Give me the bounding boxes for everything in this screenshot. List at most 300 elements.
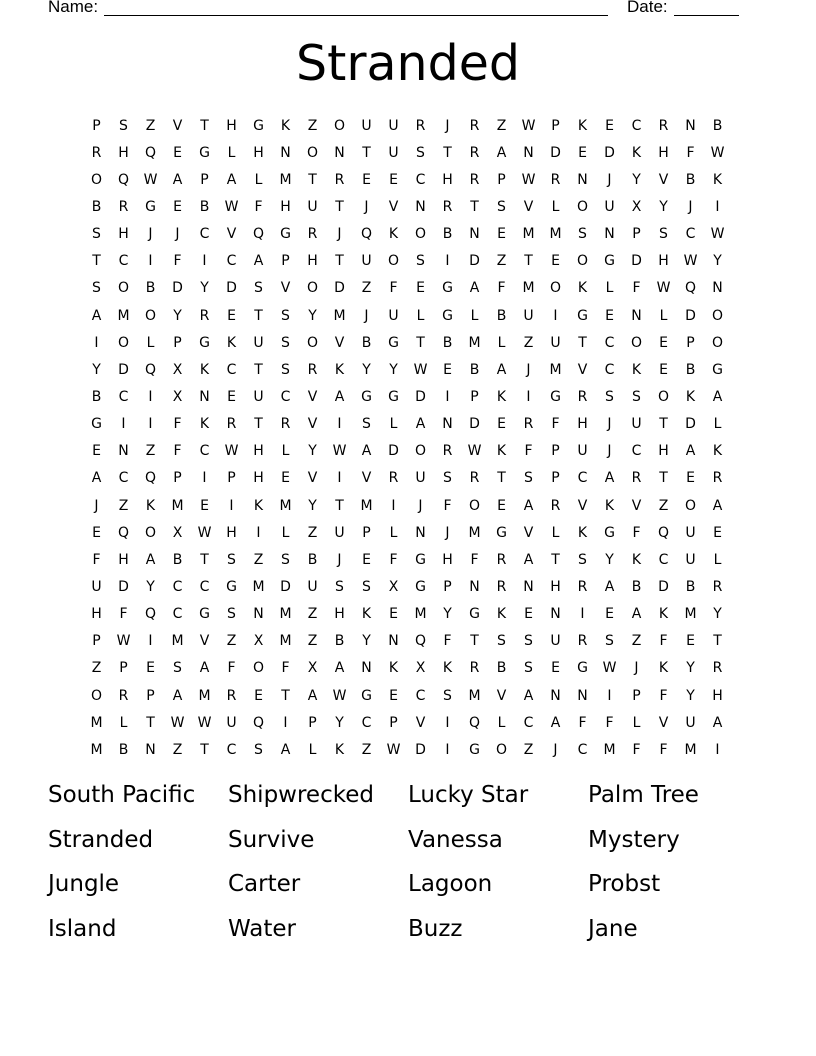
grid-letter: C [631,443,642,460]
grid-letter: O [306,280,319,297]
grid-letter: N [604,226,615,243]
grid-letter: S [254,280,263,297]
grid-letter: A [712,497,723,514]
grid-letter: C [118,470,129,487]
grid-letter: P [227,470,236,487]
grid-letter: P [92,117,101,134]
grid-letter: G [442,280,453,297]
grid-letter: B [685,171,696,188]
grid-letter: N [253,606,264,623]
grid-letter: L [281,524,290,541]
grid-letter: G [361,687,372,704]
grid-letter: U [388,117,399,134]
grid-letter: K [496,388,507,405]
grid-letter: K [577,524,588,541]
grid-letter: F [551,416,560,433]
grid-letter: I [229,497,234,514]
grid-letter: C [226,741,237,758]
grid-letter: A [334,660,345,677]
grid-letter: F [659,741,668,758]
grid-letter: B [334,633,345,650]
grid-letter: S [632,388,641,405]
grid-letter: M [279,497,292,514]
grid-letter: J [688,198,693,215]
grid-letter: T [200,551,209,568]
grid-letter: N [469,578,480,595]
grid-letter: O [144,524,157,541]
grid-letter: D [118,578,129,595]
grid-letter: T [335,198,344,215]
grid-letter: D [469,253,480,270]
grid-letter: S [281,361,290,378]
grid-letter: D [172,280,183,297]
word-list-item: Shipwrecked [228,782,374,808]
grid-letter: E [659,361,668,378]
grid-letter: N [550,687,561,704]
grid-letter: Q [684,280,697,297]
grid-letter: S [227,606,236,623]
grid-letter: A [496,361,507,378]
grid-letter: Q [657,524,670,541]
grid-letter: H [118,144,129,161]
grid-letter: T [308,171,317,188]
grid-letter: D [334,280,345,297]
grid-letter: U [388,144,399,161]
grid-letter: E [605,307,614,324]
grid-letter: L [713,416,722,433]
grid-letter: T [551,551,560,568]
grid-letter: D [685,416,696,433]
grid-letter: C [118,388,129,405]
grid-letter: L [632,714,641,731]
grid-letter: H [91,606,102,623]
grid-letter: U [226,714,237,731]
grid-letter: G [577,660,588,677]
grid-letter: L [227,144,236,161]
grid-letter: P [119,660,128,677]
grid-letter: Q [117,171,130,188]
grid-letter: A [523,551,534,568]
grid-letter: E [497,497,506,514]
grid-letter: T [92,253,101,270]
grid-letter: P [632,226,641,243]
grid-letter: N [631,307,642,324]
grid-letter: K [631,144,642,161]
grid-letter: I [202,253,207,270]
grid-letter: Q [144,606,157,623]
grid-letter: P [389,714,398,731]
grid-letter: Z [91,660,102,677]
grid-letter: V [658,714,669,731]
grid-letter: U [550,633,561,650]
grid-letter: Y [713,253,722,270]
grid-letter: N [442,416,453,433]
grid-letter: C [199,443,210,460]
word-list-item: Buzz [408,915,463,942]
grid-letter: W [224,443,239,460]
grid-letter: F [173,253,182,270]
grid-letter: W [602,660,617,677]
grid-letter: L [146,334,155,351]
grid-letter: O [549,280,562,297]
grid-letter: H [280,198,291,215]
grid-letter: U [604,198,615,215]
grid-letter: T [578,334,587,351]
grid-letter: O [468,497,481,514]
grid-letter: E [389,606,398,623]
grid-letter: A [172,171,183,188]
grid-letter: A [226,171,237,188]
grid-letter: K [685,388,696,405]
grid-letter: B [712,117,723,134]
grid-letter: C [199,226,210,243]
grid-letter: K [577,117,588,134]
grid-letter: R [712,470,723,487]
grid-letter: C [577,741,588,758]
header [48,0,748,21]
grid-letter: F [443,633,452,650]
grid-letter: A [415,416,426,433]
grid-letter: R [469,117,480,134]
grid-letter: O [117,280,130,297]
grid-letter: G [226,578,237,595]
grid-letter: M [90,714,103,731]
grid-letter: I [526,388,531,405]
date-blank-line [674,15,739,16]
grid-letter: L [389,416,398,433]
grid-letter: H [658,144,669,161]
grid-letter: S [524,633,533,650]
grid-letter: P [632,687,641,704]
grid-letter: I [553,307,558,324]
grid-letter: A [145,551,156,568]
grid-letter: Q [360,226,373,243]
grid-letter: K [631,361,642,378]
grid-letter: Q [144,144,157,161]
grid-letter: L [659,307,668,324]
grid-letter: Z [307,633,318,650]
grid-letter: X [172,524,183,541]
grid-letter: W [224,198,239,215]
grid-letter: Z [145,443,156,460]
grid-letter: L [551,198,560,215]
grid-letter: M [333,307,346,324]
grid-letter: O [144,307,157,324]
grid-letter: N [199,388,210,405]
grid-letter: O [252,660,265,677]
grid-letter: A [199,660,210,677]
grid-letter: I [148,633,153,650]
grid-letter: V [523,198,534,215]
grid-letter: M [549,226,562,243]
grid-letter: L [713,551,722,568]
grid-letter: D [388,443,399,460]
grid-letter: Y [308,497,317,514]
grid-letter: F [173,416,182,433]
grid-letter: V [307,416,318,433]
grid-letter: J [445,117,450,134]
grid-letter: V [361,470,372,487]
grid-letter: T [524,253,533,270]
grid-letter: R [577,578,588,595]
grid-letter: H [442,171,453,188]
grid-letter: W [386,741,401,758]
grid-letter: D [604,144,615,161]
grid-letter: G [415,578,426,595]
grid-letter: P [308,714,317,731]
grid-letter: W [656,280,671,297]
grid-letter: K [496,443,507,460]
grid-letter: E [659,334,668,351]
grid-letter: W [413,361,428,378]
grid-letter: N [415,524,426,541]
grid-letter: Z [523,334,534,351]
grid-letter: J [364,198,369,215]
grid-letter: Z [361,741,372,758]
grid-letter: T [200,741,209,758]
grid-letter: G [604,524,615,541]
grid-letter: R [658,117,669,134]
grid-letter: T [497,470,506,487]
grid-letter: I [121,416,126,433]
grid-letter: B [685,578,696,595]
grid-letter: W [332,687,347,704]
grid-letter: U [307,578,318,595]
grid-letter: T [470,633,479,650]
grid-letter: E [173,144,182,161]
grid-letter: K [712,171,723,188]
grid-letter: C [415,171,426,188]
grid-letter: P [497,171,506,188]
grid-letter: Q [144,361,157,378]
grid-letter: P [173,334,182,351]
grid-letter: R [631,470,642,487]
grid-letter: J [607,443,612,460]
grid-letter: D [415,388,426,405]
grid-letter: P [551,117,560,134]
grid-letter: F [389,551,398,568]
grid-letter: J [634,660,639,677]
grid-letter: M [522,226,535,243]
grid-letter: F [578,714,587,731]
word-list-item: South Pacific [48,782,196,808]
grid-letter: R [712,660,723,677]
grid-letter: S [119,117,128,134]
grid-letter: I [202,470,207,487]
grid-letter: S [281,551,290,568]
grid-letter: E [713,524,722,541]
grid-letter: N [388,633,399,650]
grid-letter: O [495,741,508,758]
grid-letter: H [226,524,237,541]
grid-letter: H [550,578,561,595]
grid-letter: E [227,307,236,324]
grid-letter: D [685,307,696,324]
grid-letter: R [118,198,129,215]
grid-letter: A [523,497,534,514]
grid-letter: E [416,280,425,297]
grid-letter: D [550,144,561,161]
grid-letter: V [523,524,534,541]
grid-letter: G [280,226,291,243]
grid-letter: H [442,551,453,568]
grid-letter: K [145,497,156,514]
grid-letter: L [389,524,398,541]
grid-letter: C [172,578,183,595]
grid-letter: D [226,280,237,297]
grid-letter: O [684,497,697,514]
grid-letter: R [469,144,480,161]
grid-letter: Q [414,633,427,650]
grid-letter: V [226,226,237,243]
grid-letter: V [658,171,669,188]
grid-letter: G [550,388,561,405]
grid-letter: C [226,361,237,378]
word-list-item: Stranded [48,826,154,853]
grid-letter: L [416,307,425,324]
grid-letter: U [685,551,696,568]
grid-letter: U [685,714,696,731]
grid-letter: N [361,660,372,677]
grid-letter: O [90,171,103,188]
grid-letter: L [551,524,560,541]
grid-letter: Y [659,198,668,215]
grid-letter: N [523,144,534,161]
grid-letter: Y [713,606,722,623]
grid-letter: H [226,117,237,134]
grid-letter: S [416,253,425,270]
grid-letter: Y [173,307,182,324]
grid-letter: K [334,361,345,378]
grid-letter: O [414,226,427,243]
grid-letter: V [496,687,507,704]
grid-letter: G [496,524,507,541]
grid-letter: T [335,253,344,270]
grid-letter: M [549,361,562,378]
grid-letter: M [522,280,535,297]
grid-letter: U [361,117,372,134]
grid-letter: S [335,578,344,595]
grid-letter: D [469,416,480,433]
grid-letter: B [496,307,507,324]
grid-letter: G [361,388,372,405]
grid-letter: E [92,524,101,541]
grid-letter: U [253,334,264,351]
grid-letter: M [414,606,427,623]
grid-letter: Z [307,524,318,541]
grid-letter: J [364,307,369,324]
grid-letter: V [334,334,345,351]
grid-letter: L [605,280,614,297]
grid-letter: Q [468,714,481,731]
grid-letter: G [442,307,453,324]
grid-letter: K [388,660,399,677]
grid-letter: C [199,578,210,595]
grid-letter: Z [631,633,642,650]
grid-letter: T [200,117,209,134]
grid-letter: X [172,388,183,405]
grid-letter: K [199,361,210,378]
grid-letter: B [91,388,102,405]
grid-letter: N [577,171,588,188]
grid-letter: J [148,226,153,243]
grid-letter: A [523,687,534,704]
grid-letter: A [91,307,102,324]
grid-letter: P [470,388,479,405]
grid-letter: W [143,171,158,188]
grid-letter: Z [118,497,129,514]
grid-letter: F [497,280,506,297]
grid-letter: W [683,253,698,270]
word-list [48,780,768,958]
grid-letter: Z [496,117,507,134]
grid-letter: U [388,307,399,324]
grid-letter: V [199,633,210,650]
grid-letter: Y [362,633,371,650]
word-list-item: Island [48,915,117,942]
grid-letter: K [253,497,264,514]
grid-letter: R [226,687,237,704]
grid-letter: N [415,198,426,215]
grid-letter: A [307,687,318,704]
word-list-item: Jungle [48,871,120,897]
grid-letter: C [415,687,426,704]
name-label: Name: [48,0,99,16]
grid-letter: S [605,633,614,650]
grid-letter: M [279,171,292,188]
grid-letter: I [391,497,396,514]
grid-letter: N [280,144,291,161]
grid-letter: S [92,280,101,297]
grid-letter: B [496,660,507,677]
grid-letter: O [306,144,319,161]
grid-letter: C [280,388,291,405]
grid-letter: E [605,117,614,134]
grid-letter: I [283,714,288,731]
grid-letter: F [686,144,695,161]
grid-letter: M [360,497,373,514]
grid-letter: F [173,443,182,460]
grid-letter: E [173,198,182,215]
grid-letter: B [442,334,453,351]
grid-letter: O [630,334,643,351]
grid-letter: F [470,551,479,568]
grid-letter: D [658,578,669,595]
grid-letter: N [469,226,480,243]
grid-letter: E [254,687,263,704]
grid-letter: L [308,741,317,758]
grid-letter: K [631,551,642,568]
grid-letter: E [551,253,560,270]
grid-letter: I [445,388,450,405]
grid-letter: S [443,687,452,704]
grid-letter: L [254,171,263,188]
grid-letter: A [91,470,102,487]
grid-letter: G [469,741,480,758]
grid-letter: U [415,470,426,487]
grid-letter: J [553,741,558,758]
grid-letter: J [607,171,612,188]
grid-letter: L [497,714,506,731]
grid-letter: C [604,334,615,351]
grid-letter: I [607,687,612,704]
grid-letter: T [254,361,263,378]
grid-letter: E [497,416,506,433]
grid-letter: Z [307,117,318,134]
grid-letter: L [470,307,479,324]
grid-letter: E [92,443,101,460]
grid-letter: H [577,416,588,433]
